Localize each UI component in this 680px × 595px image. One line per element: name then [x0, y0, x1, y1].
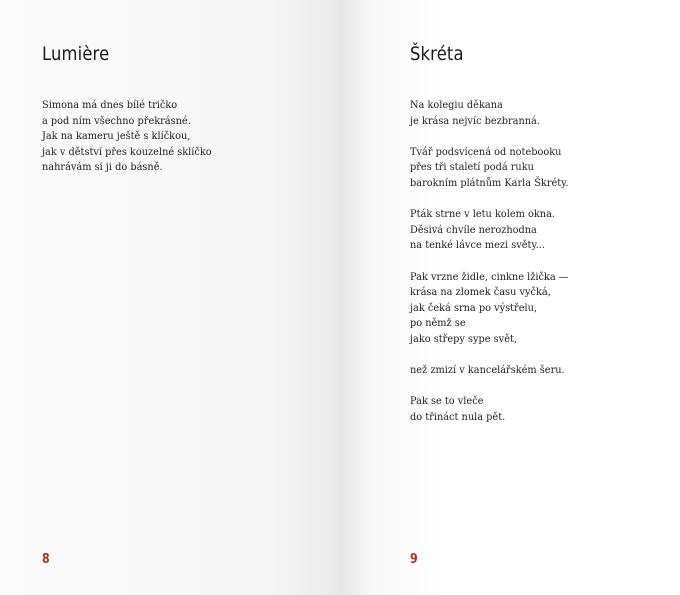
stanza: [410, 394, 569, 425]
poem-line: jak v dětství přes kouzelné sklíčko: [42, 145, 212, 158]
stanza: [410, 270, 569, 348]
poem-line: nahrávám si ji do básně.: [42, 161, 163, 174]
poem-line: Pták strne v letu kolem okna.: [410, 208, 556, 221]
poem-line: Pak vrzne židle, cinkne lžička —: [410, 270, 569, 283]
stanza: [410, 207, 569, 254]
poem-line: Pak se to vleče: [410, 395, 484, 408]
stanza: [410, 145, 569, 192]
stanza: [410, 363, 569, 379]
poem-title: Škréta: [410, 43, 464, 65]
poem-line: přes tři staletí podá ruku: [410, 161, 534, 174]
page-number: 9: [410, 552, 418, 567]
stanza: [410, 98, 569, 129]
poem-line: jako střepy sype svět,: [410, 332, 518, 345]
poem-line: Na kolegiu děkana: [410, 99, 503, 111]
page-number: 8: [42, 552, 50, 567]
poem-line: jak čeká srna po výstřelu,: [410, 301, 538, 314]
poem-line: na tenké lávce mezi světy...: [410, 239, 545, 252]
poem-line: Děsivá chvíle nerozhodna: [410, 223, 537, 236]
poem-line: do třináct nula pět.: [410, 410, 506, 423]
poem-body: [410, 98, 569, 441]
poem-line: Jak na kameru ještě s klíčkou,: [42, 130, 191, 143]
stanza: [42, 98, 212, 176]
poem-title: Lumière: [42, 43, 110, 65]
right-page: [340, 0, 680, 595]
poem-line: krása na zlomek času vyčká,: [410, 286, 551, 299]
poem-line: a pod ním všechno překrásné.: [42, 114, 191, 127]
poem-line: po němž se: [410, 317, 466, 330]
poem-line: Tvář podsvícená od notebooku: [410, 145, 562, 158]
poem-line: Simona má dnes bílé tričko: [42, 99, 178, 111]
poem-line: než zmizí v kancelářském šeru.: [410, 364, 565, 377]
poem-line: je krása nejvíc bezbranná.: [410, 114, 540, 127]
poem-line: barokním plátnům Karla Škréty.: [410, 176, 569, 189]
poem-body: [42, 98, 212, 192]
